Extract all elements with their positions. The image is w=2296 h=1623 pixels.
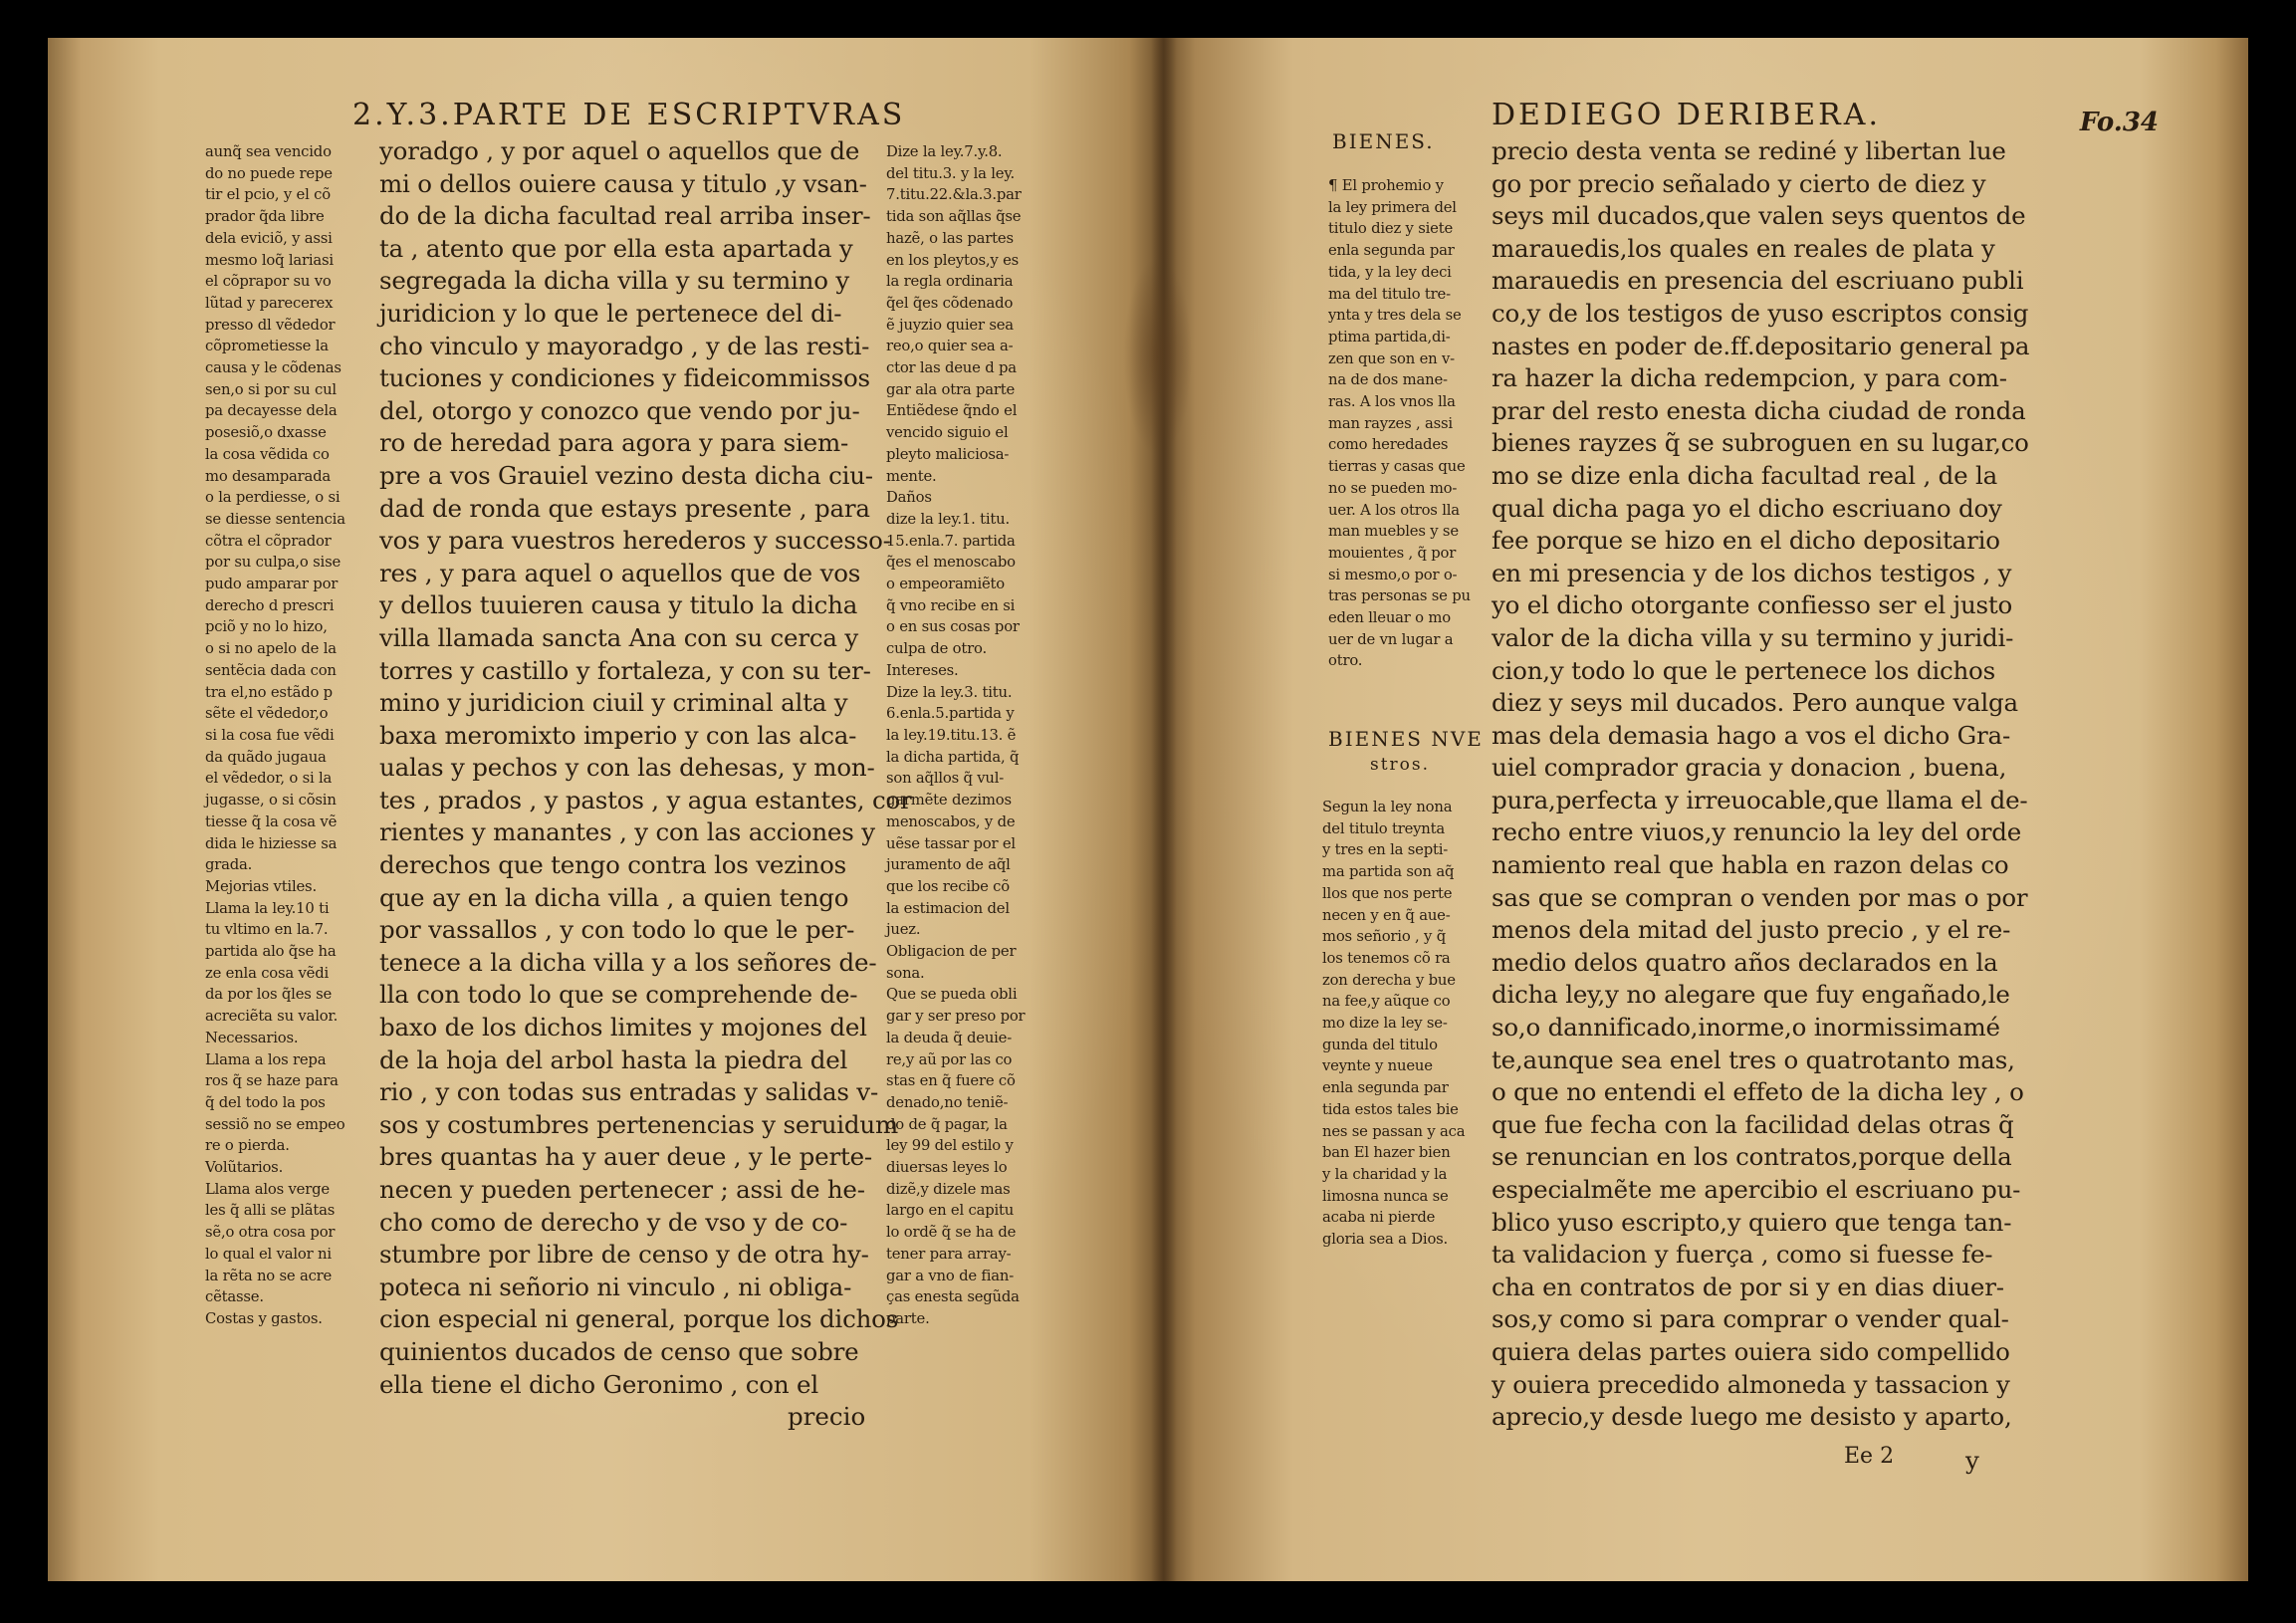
margin-note-line: lo ordẽ q̃ se ha de (886, 1224, 1017, 1242)
text-line: dicha ley,y no alegare que fuy engañado,le (1492, 980, 2010, 1010)
text-line: cho vinculo y mayoradgo , y de las resti- (379, 331, 870, 360)
text-line: marauedis,los quales en reales de plata y (1492, 233, 1995, 263)
margin-note-line: llos que nos perte (1322, 884, 1453, 902)
text-line: rientes y manantes , y con las acciones y (379, 817, 875, 847)
margin-note-line: lo qual el valor ni (205, 1245, 332, 1263)
margin-note-line: pudo amparar por (205, 576, 339, 593)
margin-note-line: jugasse, o si cõsin (205, 792, 337, 810)
margin-note-line: dela eviciõ, y assi (205, 229, 333, 247)
text-line: villa llamada sancta Ana con su cerca y (379, 622, 858, 652)
margin-note-line: juez. (886, 921, 921, 939)
margin-note-line: en los pleytos,y es (886, 251, 1020, 269)
margin-note-line: uẽse tassar por el (886, 834, 1016, 852)
margin-note-line: gloria sea a Dios. (1322, 1231, 1449, 1249)
text-line: poteca ni señorio ni vinculo , ni obliga- (379, 1272, 852, 1301)
text-line: ra hazer la dicha redempcion, y para com- (1492, 363, 2007, 393)
text-line: quinientos ducados de censo que sobre (379, 1336, 859, 1366)
margin-note-line: ban El hazer bien (1322, 1144, 1451, 1162)
text-line: tenece a la dicha villa y a los señores de- (379, 947, 877, 977)
margin-note-line: zon derecha y bue (1322, 971, 1456, 989)
text-line: menos dela mitad del justo precio , y el re- (1492, 915, 2011, 945)
margin-note-line: son aq̃llos q̃ vul- (886, 770, 1005, 788)
text-line: nastes en poder de.ff.depositario general pa (1492, 331, 2030, 360)
margin-note-line: no se pueden mo- (1328, 479, 1458, 497)
margin-note-line: mouientes , q̃ por (1328, 544, 1457, 562)
margin-note-line: Volũtarios. (205, 1159, 284, 1177)
margin-note-line: ros q̃ se haze para (205, 1072, 339, 1090)
margin-note-line: re,y aũ por las co (886, 1050, 1013, 1068)
text-line: de la hoja del arbol hasta la piedra del (379, 1044, 848, 1074)
margin-note-line: Costas y gastos. (205, 1309, 323, 1327)
text-line: y ouiera precedido almoneda y tassacion y (1492, 1369, 2010, 1399)
text-line: sos y costumbres pertenencias y seruidum (379, 1109, 899, 1139)
text-line: en mi presencia y de los dichos testigos , y (1492, 558, 2012, 587)
margin-note-line: limosna nunca se (1322, 1187, 1449, 1205)
margin-note-line: Necessarios. (205, 1029, 299, 1046)
margin-note-line: gar ala otra parte (886, 380, 1016, 398)
margin-note-line: ptima partida,di- (1328, 328, 1451, 346)
margin-note-line: mo dize la ley se- (1322, 1015, 1448, 1033)
text-line: sas que se compran o venden por mas o por (1492, 882, 2028, 912)
left-page (48, 38, 1163, 1581)
margin-note-line: necen y en q̃ aue- (1322, 906, 1451, 924)
margin-note-line: na de dos mane- (1328, 371, 1448, 389)
margin-note-line: veynte y nueue (1322, 1057, 1433, 1075)
margin-note-line: acaba ni pierde (1322, 1209, 1436, 1227)
margin-note-line: Entiẽdese q̃ndo el (886, 402, 1018, 420)
right-main-text (1492, 135, 2029, 1434)
margin-note-line: o en sus cosas por (886, 618, 1020, 636)
margin-note-line: diuersas leyes lo (886, 1159, 1008, 1177)
margin-note-line: cõtra el cõprador (205, 532, 332, 550)
text-line: ualas y pechos y con las dehesas, y mon- (379, 753, 875, 783)
text-line: que fue fecha con la facilidad delas otras q̃ (1492, 1109, 2014, 1139)
margin-note-line: enla segunda par (1328, 242, 1455, 260)
book-spread (48, 38, 2248, 1581)
margin-note-line: Dize la ley.3. titu. (886, 683, 1013, 701)
text-line: y dellos tuuieren causa y titulo la dicha (379, 590, 858, 620)
text-line: especialmẽte me apercibio el escriuano pu- (1492, 1175, 2021, 1204)
margin-note-line: posesiõ,o dxasse (205, 424, 327, 442)
text-line: mo se dize enla dicha facultad real , de la (1492, 460, 1998, 490)
margin-note-line: o si no apelo de la (205, 640, 337, 658)
margin-subheading-stros: stros. (1370, 755, 1431, 775)
text-line: res , y para aquel o aquellos que de vos (379, 558, 861, 587)
margin-note-line: presso dl vẽdedor (205, 316, 336, 334)
margin-note-line: stas en q̃ fuere cõ (886, 1072, 1016, 1090)
margin-note-line: re o pierda. (205, 1137, 290, 1155)
margin-note-line: mente. (886, 467, 937, 485)
margin-note-line: como heredades (1328, 436, 1449, 454)
margin-note-line: sẽte el vẽdedor,o (205, 705, 329, 723)
right-margin-notes-2 (1322, 797, 1465, 1251)
margin-note-line: parte. (886, 1309, 930, 1327)
margin-note-line: tida, y la ley deci (1328, 263, 1452, 281)
margin-note-line: Segun la ley nona (1322, 799, 1453, 815)
margin-note-line: gar y ser preso por (886, 1008, 1026, 1026)
margin-note-line: acreciẽta su valor. (205, 1008, 339, 1026)
margin-heading-bienes-nuestros: BIENES NVE (1328, 727, 1484, 751)
margin-note-line: la ley primera del (1328, 198, 1457, 216)
margin-note-line: tida estos tales bie (1322, 1100, 1459, 1118)
margin-note-line: tierras y casas que (1328, 458, 1466, 476)
right-catchword: y (1965, 1446, 1979, 1475)
text-line: namiento real que habla en razon delas co (1492, 850, 2009, 880)
margin-note-line: que los recibe cõ (886, 877, 1010, 895)
text-line: baxa meromixto imperio y con las alca- (379, 720, 857, 750)
text-line: ta , atento que por ella esta apartada y (379, 233, 853, 263)
margin-note-line: grada. (205, 856, 253, 874)
margin-note-line: o la perdiesse, o si (205, 489, 341, 507)
text-line: so,o dannificado,inorme,o inormissimamé (1492, 1013, 2000, 1043)
text-line: se renuncian en los contratos,porque della (1492, 1142, 2012, 1172)
margin-note-line: la estimacion del (886, 899, 1010, 917)
text-line: diez y seys mil ducados. Pero aunque valga (1492, 688, 2018, 718)
margin-note-line: del titu.3. y la ley. (886, 164, 1016, 182)
margin-note-line: menoscabos, y de (886, 812, 1016, 830)
margin-note-line: q̃es el menoscabo (886, 554, 1016, 572)
margin-note-line: dize la ley.1. titu. (886, 510, 1010, 528)
text-line: aprecio,y desde luego me desisto y aparto, (1492, 1402, 2012, 1432)
margin-heading-bienes: BIENES. (1332, 129, 1435, 153)
margin-note-line: ynta y tres dela se (1328, 307, 1462, 325)
margin-note-line: 7.titu.22.&la.3.par (886, 186, 1022, 204)
margin-note-line: los tenemos cõ ra (1322, 949, 1451, 967)
text-line: pre a vos Grauiel vezino desta dicha ciu- (379, 460, 873, 490)
margin-note-line: Mejorias vtiles. (205, 877, 317, 895)
margin-note-line: enla segunda par (1322, 1079, 1449, 1097)
margin-note-line: y la charidad y la (1322, 1165, 1448, 1183)
margin-note-line: da quãdo jugaua (205, 748, 327, 766)
text-line: juridicion y lo que le pertenece del di- (379, 298, 842, 328)
margin-note-line: el cõprapor su vo (205, 273, 332, 291)
margin-note-line: nes se passan y aca (1322, 1122, 1466, 1140)
margin-note-line: tras personas se pu (1328, 587, 1471, 605)
margin-note-line: cõprometiesse la (205, 338, 329, 355)
margin-note-line: tra el,no estãdo p (205, 683, 333, 701)
text-line: prar del resto enesta dicha ciudad de ronda (1492, 395, 2026, 425)
text-line: quiera delas partes ouiera sido compellido (1492, 1336, 2010, 1366)
margin-note-line: ley 99 del estilo y (886, 1137, 1014, 1155)
text-line: cion,y todo lo que le pertenece los dichos (1492, 655, 1995, 685)
margin-note-line: lũtad y parecerex (205, 294, 334, 312)
margin-note-line: Que se pueda obli (886, 986, 1018, 1004)
margin-note-line: tida son aq̃llas q̃se (886, 208, 1022, 226)
margin-note-line: tener para array- (886, 1245, 1012, 1263)
margin-note-line: pciõ y no lo hizo, (205, 618, 328, 636)
margin-note-line: sona. (886, 964, 925, 982)
margin-note-line: Dize la ley.7.y.8. (886, 143, 1003, 160)
text-line: blico yuso escripto,y quiero que tenga tan- (1492, 1207, 2012, 1237)
margin-note-line: vencido siguio el (886, 424, 1009, 442)
text-line: cha en contratos de por si y en dias diuer- (1492, 1272, 2004, 1301)
right-margin-notes-1 (1328, 175, 1471, 672)
margin-note-line: se diesse sentencia (205, 510, 345, 528)
text-line: precio desta venta se rediné y libertan lue (1492, 136, 2006, 165)
margin-note-line: la regla ordinaria (886, 273, 1014, 291)
margin-note-line: Llama a los repa (205, 1050, 327, 1068)
text-line: sos,y como si para comprar o vender qual- (1492, 1304, 2009, 1334)
margin-note-line: Obligacion de per (886, 943, 1017, 961)
margin-note-line: el vẽdedor, o si la (205, 770, 333, 788)
text-line: mi o dellos ouiere causa y titulo ,y vsan- (379, 168, 867, 198)
margin-note-line: da por los q̃les se (205, 986, 333, 1004)
margin-note-line: ze enla cosa vẽdi (205, 964, 330, 982)
margin-note-line: culpa de otro. (886, 640, 987, 658)
text-line: ro de heredad para agora y para siem- (379, 428, 849, 458)
left-main-text (379, 135, 912, 1401)
text-line: co,y de los testigos de yuso escriptos consig (1492, 298, 2029, 328)
margin-note-line: juramento de aq̃l (886, 856, 1011, 874)
text-line: fee porque se hizo en el dicho depositario (1492, 526, 2000, 556)
text-line: ella tiene el dicho Geronimo , con el (379, 1369, 818, 1399)
text-line: medio delos quatro años declarados en la (1492, 947, 1998, 977)
margin-note-line: la deuda q̃ deuie- (886, 1029, 1013, 1046)
margin-note-line: Llama alos verge (205, 1180, 330, 1198)
margin-note-line: zen que son en v- (1328, 349, 1455, 367)
text-line: o que no entendi el effeto de la dicha ley , o (1492, 1077, 2024, 1107)
margin-note-line: ¶ El prohemio y (1328, 177, 1444, 194)
text-line: rio , y con todas sus entradas y salidas v- (379, 1077, 879, 1107)
margin-note-line: sentẽcia dada con (205, 661, 337, 679)
margin-note-line: ẽ juyzio quier sea (886, 316, 1014, 334)
margin-note-line: Daños (886, 489, 932, 507)
text-line: do de la dicha facultad real arriba inser- (379, 201, 871, 231)
margin-note-line: mos señorio , y q̃ (1322, 928, 1446, 946)
text-line: cho como de derecho y de vso y de co- (379, 1207, 848, 1237)
text-line: bres quantas ha y auer deue , y le perte- (379, 1142, 872, 1172)
running-head-left: 2.Y.3.PARTE DE ESCRIPTVRAS (352, 98, 906, 132)
text-line: por vassallos , y con todo lo que le per- (379, 915, 855, 945)
text-line: cion especial ni general, porque los dichos (379, 1304, 899, 1334)
margin-note-line: cẽtasse. (205, 1288, 264, 1306)
margin-note-line: tu vltimo en la.7. (205, 921, 329, 939)
binding-stain (1123, 257, 1193, 456)
text-line: ta validacion y fuerça , como si fuesse fe- (1492, 1240, 1993, 1270)
text-line: baxo de los dichos limites y mojones del (379, 1013, 867, 1043)
margin-note-line: les q̃ alli se plãtas (205, 1202, 336, 1220)
text-line: stumbre por libre de censo y de otra hy- (379, 1240, 869, 1270)
text-line: marauedis en presencia del escriuano publi (1492, 266, 2024, 296)
margin-note-line: derecho d prescri (205, 596, 335, 614)
margin-note-line: la ley.19.titu.13. ẽ (886, 726, 1017, 744)
margin-note-line: sẽ,o otra cosa por (205, 1224, 336, 1242)
margin-note-line: reo,o quier sea a- (886, 338, 1014, 355)
margin-note-line: del titulo treynta (1322, 819, 1445, 837)
margin-note-line: eden lleuar o mo (1328, 609, 1451, 627)
margin-note-line: prador q̃da libre (205, 208, 325, 226)
text-line: qual dicha paga yo el dicho escriuano doy (1492, 493, 2002, 523)
margin-note-line: pleyto maliciosa- (886, 445, 1010, 463)
margin-note-line: si mesmo,o por o- (1328, 566, 1458, 583)
margin-note-line: otro. (1328, 652, 1363, 670)
margin-note-line: mesmo loq̃ lariasi (205, 251, 334, 269)
margin-note-line: si la cosa fue vẽdi (205, 726, 335, 744)
margin-note-line: 15.enla.7. partida (886, 532, 1016, 550)
text-line: go por precio señalado y cierto de diez y (1492, 168, 1986, 198)
margin-note-line: aunq̃ sea vencido (205, 143, 332, 160)
margin-note-line: do no puede repe (205, 164, 333, 182)
margin-note-line: ças enesta segũda (886, 1288, 1020, 1306)
running-head-right: DEDIEGO DERIBERA. (1492, 98, 1881, 132)
margin-note-line: causa y le cõdenas (205, 359, 342, 377)
margin-note-line: uer de vn lugar a (1328, 630, 1454, 648)
margin-note-line: ras. A los vnos lla (1328, 393, 1456, 411)
text-line: dad de ronda que estays presente , para (379, 493, 870, 523)
text-line: recho entre viuos,y renuncio la ley del orde (1492, 817, 2022, 847)
left-right-margin-notes (886, 141, 1025, 1330)
right-page (1163, 38, 2248, 1581)
margin-note-line: dizẽ,y dizele mas (886, 1180, 1011, 1198)
margin-note-line: hazẽ, o las partes (886, 229, 1014, 247)
margin-note-line: por su culpa,o sise (205, 554, 342, 572)
margin-note-line: tir el pcio, y el cõ (205, 186, 331, 204)
margin-note-line: titulo diez y siete (1328, 220, 1454, 238)
margin-note-line: q̃el q̃es cõdenado (886, 294, 1014, 312)
text-line: uiel comprador gracia y donacion , buena, (1492, 753, 2007, 783)
margin-note-line: do de q̃ pagar, la (886, 1115, 1008, 1133)
text-line: bienes rayzes q̃ se subroguen en su lugar,co (1492, 428, 2029, 458)
margin-note-line: na fee,y aũque co (1322, 993, 1451, 1011)
margin-note-line: Intereses. (886, 661, 959, 679)
margin-note-line: mo desamparada (205, 467, 332, 485)
text-line: te,aunque sea enel tres o quatrotanto mas, (1492, 1044, 2015, 1074)
margin-note-line: garmẽte dezimos (886, 792, 1012, 810)
text-line: mino y juridicion ciuil y criminal alta y (379, 688, 848, 718)
margin-note-line: tiesse q̃ la cosa vẽ (205, 812, 338, 830)
margin-note-line: ma partida son aq̃ (1322, 863, 1455, 881)
margin-note-line: la dicha partida, q̃ (886, 748, 1020, 766)
margin-note-line: man muebles y se (1328, 523, 1459, 541)
margin-note-line: Llama la ley.10 ti (205, 899, 330, 917)
margin-note-line: largo en el capitu (886, 1202, 1015, 1220)
margin-note-line: denado,no teniẽ- (886, 1093, 1009, 1111)
folio-number: Fo.34 (2079, 108, 2159, 137)
margin-note-line: sessiõ no se empeo (205, 1115, 345, 1133)
left-margin-notes (205, 141, 345, 1330)
margin-note-line: pa decayesse dela (205, 402, 338, 420)
left-catchword: precio (788, 1402, 866, 1431)
text-line: mas dela demasia hago a vos el dicho Gra- (1492, 720, 2011, 750)
margin-note-line: ma del titulo tre- (1328, 285, 1451, 303)
text-line: tuciones y condiciones y fideicommissos (379, 363, 870, 393)
text-line: yo el dicho otorgante confiesso ser el justo (1492, 590, 2013, 620)
text-line: yoradgo , y por aquel o aquellos que de (379, 136, 860, 165)
margin-note-line: q̃ del todo la pos (205, 1093, 326, 1111)
text-line: tes , prados , y pastos , y agua estantes, cor (379, 785, 912, 814)
margin-note-line: q̃ vno recibe en si (886, 596, 1016, 614)
text-line: valor de la dicha villa y su termino y juridi- (1492, 622, 2014, 652)
text-line: que ay en la dicha villa , a quien tengo (379, 882, 849, 912)
text-line: derechos que tengo contra los vezinos (379, 850, 847, 880)
text-line: vos y para vuestros herederos y successo- (379, 526, 891, 556)
margin-note-line: sen,o si por su cul (205, 380, 337, 398)
text-line: pura,perfecta y irreuocable,que llama el de- (1492, 785, 2028, 814)
text-line: del, otorgo y conozco que vendo por ju- (379, 395, 860, 425)
text-line: lla con todo lo que se comprehende de- (379, 980, 858, 1010)
margin-note-line: gunda del titulo (1322, 1036, 1438, 1053)
text-line: necen y pueden pertenecer ; assi de he- (379, 1175, 865, 1204)
text-line: torres y castillo y fortaleza, y con su ter- (379, 655, 871, 685)
signature-mark: Ee 2 (1844, 1444, 1895, 1469)
margin-note-line: la rẽta no se acre (205, 1267, 333, 1284)
margin-note-line: partida alo q̃se ha (205, 943, 337, 961)
margin-note-line: 6.enla.5.partida y (886, 705, 1015, 723)
margin-note-line: man rayzes , assi (1328, 414, 1453, 432)
margin-note-line: o empeoramiẽto (886, 576, 1006, 593)
margin-note-line: y tres en la septi- (1322, 841, 1449, 859)
margin-note-line: uer. A los otros lla (1328, 501, 1460, 519)
margin-note-line: ctor las deue d pa (886, 359, 1017, 377)
margin-note-line: la cosa vẽdida co (205, 445, 330, 463)
margin-note-line: gar a vno de fian- (886, 1267, 1014, 1284)
margin-note-line: dida le hiziesse sa (205, 834, 338, 852)
text-line: segregada la dicha villa y su termino y (379, 266, 849, 296)
text-line: seys mil ducados,que valen seys quentos de (1492, 201, 2026, 231)
